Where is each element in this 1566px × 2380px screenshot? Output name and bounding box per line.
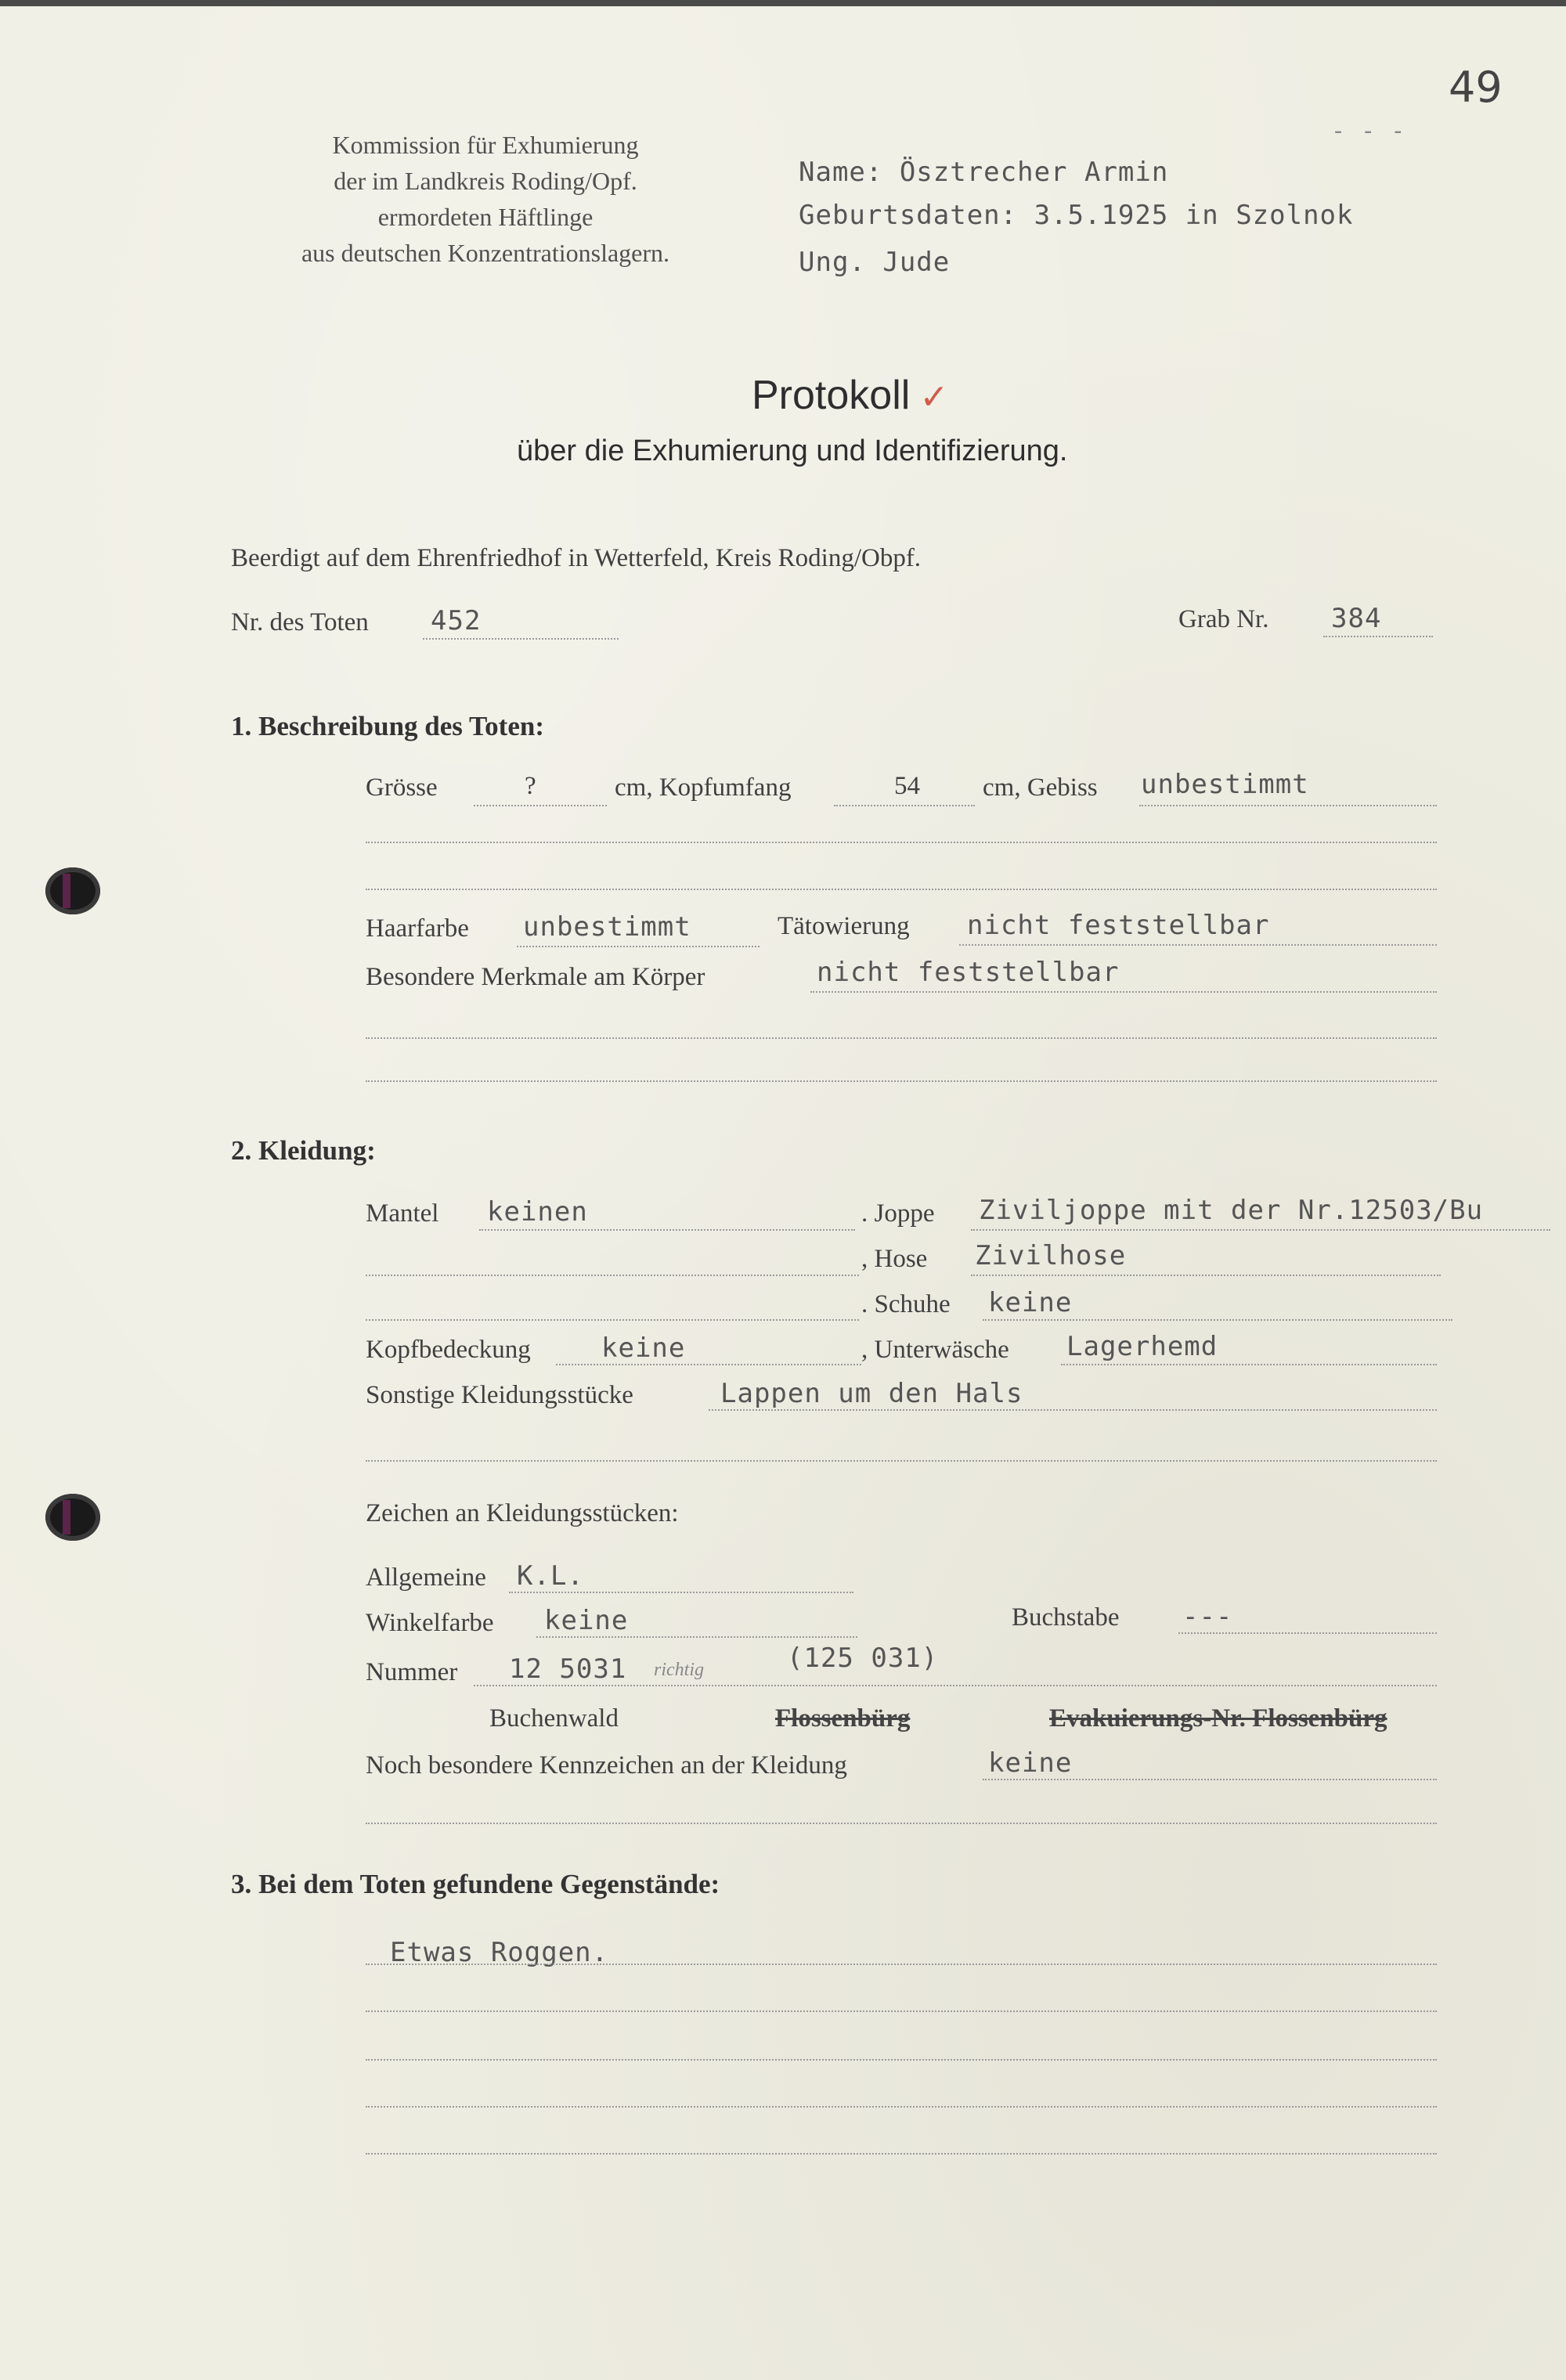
letter-label: Buchstabe	[1012, 1603, 1120, 1632]
number-value: 12 5031	[509, 1653, 627, 1685]
scan-edge	[0, 0, 1566, 6]
other-marks-label: Noch besondere Kennzeichen an der Kleidung	[366, 1751, 847, 1780]
tattoo-label: Tätowierung	[778, 912, 910, 940]
shoes-label: . Schuhe	[861, 1290, 951, 1318]
person-name: Name: Ösztrecher Armin	[799, 157, 1169, 188]
header-line-1: Kommission für Exhumierung	[332, 131, 639, 159]
coat-value: keinen	[487, 1196, 588, 1228]
number-alternate: (125 031)	[787, 1643, 939, 1674]
document-title	[752, 372, 948, 419]
triangle-color-value: keine	[544, 1605, 629, 1636]
headwear-label: Kopfbedeckung	[366, 1336, 531, 1364]
check-mark-icon: ✓	[910, 378, 949, 416]
section-2-heading: 2. Kleidung:	[231, 1135, 376, 1166]
tattoo-value: nicht feststellbar	[967, 910, 1270, 941]
coat-label: Mantel	[366, 1199, 439, 1228]
teeth-label: cm, Gebiss	[983, 774, 1098, 802]
grave-number-label: Grab Nr.	[1178, 605, 1269, 633]
other-marks-value: keine	[988, 1747, 1073, 1779]
document-subtitle: über die Exhumierung und Identifizierung.	[517, 435, 1068, 467]
number-label: Nummer	[366, 1658, 458, 1686]
triangle-color-label: Winkelfarbe	[366, 1609, 494, 1637]
underwear-label: , Unterwäsche	[861, 1336, 1009, 1364]
general-label: Allgemeine	[366, 1563, 486, 1592]
height-value: ?	[525, 772, 536, 800]
underwear-value: Lagerhemd	[1066, 1331, 1218, 1362]
nationality: Ung. Jude	[799, 247, 951, 278]
header-line-2: der im Landkreis Roding/Opf.	[334, 167, 637, 195]
headwear-value: keine	[601, 1332, 686, 1364]
punch-hole-icon	[45, 1494, 100, 1541]
height-label: Grösse	[366, 774, 438, 802]
head-circumference-label: cm, Kopfumfang	[615, 774, 792, 802]
shoes-value: keine	[988, 1287, 1073, 1318]
hair-color-value: unbestimmt	[523, 911, 691, 943]
other-clothing-value: Lappen um den Hals	[720, 1378, 1023, 1409]
marks-heading: Zeichen an Kleidungsstücken:	[366, 1499, 679, 1527]
features-label: Besondere Merkmale am Körper	[366, 963, 705, 991]
birth-data: Geburtsdaten: 3.5.1925 in Szolnok	[799, 200, 1354, 231]
commission-header	[251, 127, 720, 271]
header-line-3: ermordeten Häftlinge	[377, 203, 594, 231]
title-text: Protokoll	[752, 373, 911, 418]
general-value: K.L.	[517, 1560, 584, 1592]
found-items-value: Etwas Roggen.	[390, 1937, 609, 1968]
features-value: nicht feststellbar	[817, 957, 1120, 988]
burial-place: Beerdigt auf dem Ehrenfriedhof in Wetterfeld, Kreis Roding/Obpf.	[231, 544, 922, 572]
head-circumference-value: 54	[894, 772, 920, 800]
dead-number-value: 452	[431, 605, 482, 636]
jacket-value: Ziviljoppe mit der Nr.12503/Bu	[979, 1195, 1484, 1226]
section-3-heading: 3. Bei dem Toten gefundene Gegenstände:	[231, 1869, 720, 1899]
evacuation-number-struck: Evakuierungs-Nr. Flossenbürg	[1049, 1704, 1387, 1733]
camp-buchenwald: Buchenwald	[489, 1704, 619, 1733]
page-number: 49	[1449, 63, 1503, 112]
grave-number-value: 384	[1331, 603, 1382, 634]
trousers-value: Zivilhose	[975, 1240, 1127, 1271]
punch-hole-icon	[45, 867, 100, 914]
header-line-4: aus deutschen Konzentrationslagern.	[301, 239, 670, 267]
dead-number-label: Nr. des Toten	[231, 608, 369, 636]
hair-color-label: Haarfarbe	[366, 914, 469, 943]
jacket-label: . Joppe	[861, 1199, 935, 1228]
other-clothing-label: Sonstige Kleidungsstücke	[366, 1381, 633, 1409]
page-marks: - - -	[1331, 117, 1406, 145]
letter-value: ---	[1182, 1601, 1233, 1632]
trousers-label: , Hose	[861, 1245, 928, 1273]
teeth-value: unbestimmt	[1141, 769, 1309, 800]
section-1-heading: 1. Beschreibung des Toten:	[231, 711, 544, 741]
number-annotation: richtig	[654, 1660, 704, 1680]
camp-flossenbuerg-struck: Flossenbürg	[775, 1704, 911, 1733]
